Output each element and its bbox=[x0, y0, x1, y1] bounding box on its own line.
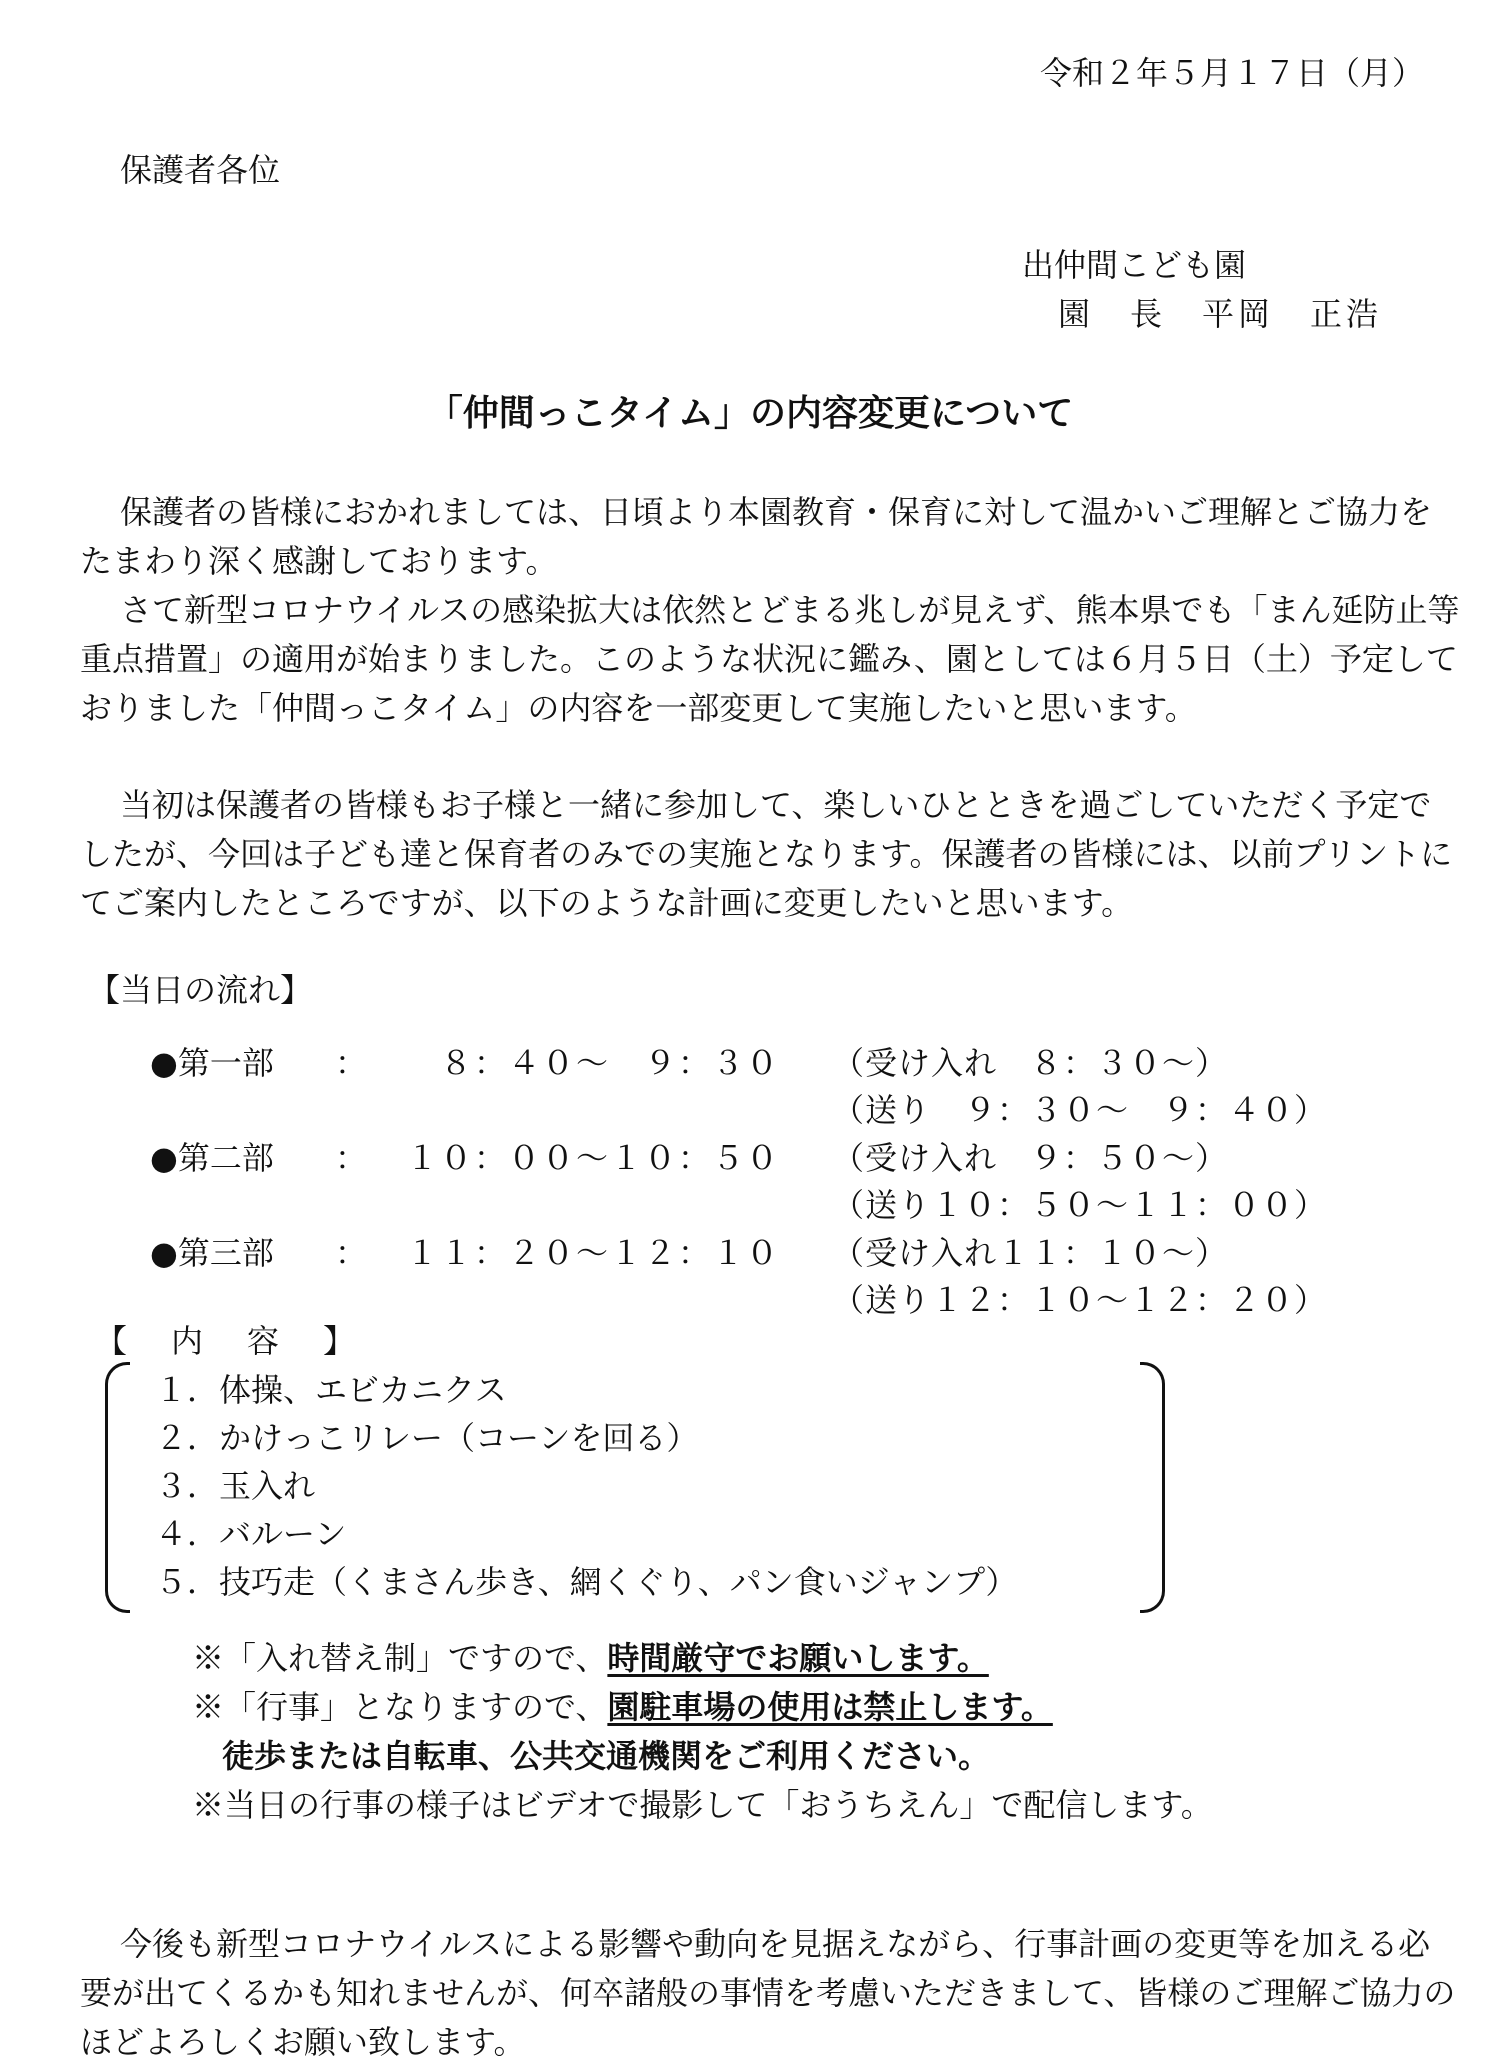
recipient-line: 保護者各位 bbox=[120, 151, 281, 189]
schedule-heading: 【当日の流れ】 bbox=[88, 971, 313, 1009]
content-item: ３．玉入れ bbox=[155, 1467, 316, 1505]
schedule-part-name: ●第一部 bbox=[150, 1044, 274, 1082]
note-text: ※「入れ替え制」ですので、 bbox=[192, 1639, 608, 1677]
schedule-colon: ： bbox=[335, 1139, 368, 1177]
note-emphasis: 時間厳守でお願いします。 bbox=[607, 1639, 989, 1677]
schedule-part-name: ●第三部 bbox=[150, 1234, 274, 1272]
schedule-sendoff-time: （送り１０：５０～１１：００） bbox=[832, 1186, 1328, 1224]
body-paragraph: 保護者の皆様におかれましては、日頃より本園教育・保育に対して温かいご理解とご協力をたまわり深く感謝しております。 bbox=[80, 493, 1433, 580]
schedule-colon: ： bbox=[335, 1234, 368, 1272]
sender-name: 園 長 平岡 正浩 bbox=[1058, 295, 1383, 333]
note-line bbox=[192, 1682, 1053, 1728]
body-paragraph: 当初は保護者の皆様もお子様と一緒に参加して、楽しいひとときを過ごしていただく予定でしたが、今回は子ども達と保育者のみでの実施となります。保護者の皆様には、以前プリントにてご案内したところですが、以下のような計画に変更したいと思います。 bbox=[80, 786, 1453, 922]
note-text: ※「行事」となりますので、 bbox=[192, 1688, 608, 1726]
left-bracket bbox=[105, 1362, 130, 1613]
schedule-reception-time: （受け入れ１１：１０～） bbox=[832, 1234, 1229, 1272]
content-item: ５．技巧走（くまさん歩き、網くぐり、パン食いジャンプ） bbox=[155, 1563, 1018, 1601]
content-item: ２．かけっこリレー（コーンを回る） bbox=[155, 1419, 699, 1457]
right-bracket bbox=[1140, 1362, 1165, 1613]
schedule-part-time: １０：００～１０：５０ bbox=[405, 1139, 780, 1177]
contents-heading: 【 内 容 】 bbox=[95, 1322, 362, 1360]
schedule-part-name: ●第二部 bbox=[150, 1139, 274, 1177]
closing-paragraph: 今後も新型コロナウイルスによる影響や動向を見据えながら、行事計画の変更等を加える必要が出てくるかも知れませんが、何卒諸般の事情を考慮いただきまして、皆様のご理解ご協力のほどよろしくお願い致します。 bbox=[80, 1925, 1456, 2061]
schedule-part-time: １１：２０～１２：１０ bbox=[405, 1234, 780, 1272]
document-title: 「仲間っこタイム」の内容変更について bbox=[426, 393, 1074, 434]
sender-organization: 出仲間こども園 bbox=[1022, 246, 1247, 284]
note-continuation: 徒歩または自転車、公共交通機関をご利用ください。 bbox=[222, 1737, 991, 1775]
schedule-part-time: ８：４０～ ９：３０ bbox=[439, 1044, 780, 1082]
note-line bbox=[192, 1633, 989, 1679]
document-date: 令和２年５月１７日（月） bbox=[1040, 54, 1425, 92]
schedule-sendoff-time: （送り ９：３０～ ９：４０） bbox=[832, 1091, 1328, 1129]
schedule-reception-time: （受け入れ ９：５０～） bbox=[832, 1139, 1229, 1177]
note-line: ※当日の行事の様子はビデオで撮影して「おうちえん」で配信します。 bbox=[192, 1786, 1213, 1824]
body-paragraph: さて新型コロナウイルスの感染拡大は依然とどまる兆しが見えず、熊本県でも「まん延防止等重点措置」の適用が始まりました。このような状況に鑑み、園としては６月５日（土）予定しておりました「仲間っこタイム」の内容を一部変更して実施したいと思います。 bbox=[80, 591, 1460, 727]
note-emphasis: 園駐車場の使用は禁止します。 bbox=[607, 1688, 1053, 1726]
content-item: ４．バルーン bbox=[155, 1515, 347, 1553]
content-item: １．体操、エビカニクス bbox=[155, 1371, 507, 1409]
schedule-colon: ： bbox=[335, 1044, 368, 1082]
schedule-reception-time: （受け入れ ８：３０～） bbox=[832, 1044, 1229, 1082]
schedule-sendoff-time: （送り１２：１０～１２：２０） bbox=[832, 1281, 1328, 1319]
